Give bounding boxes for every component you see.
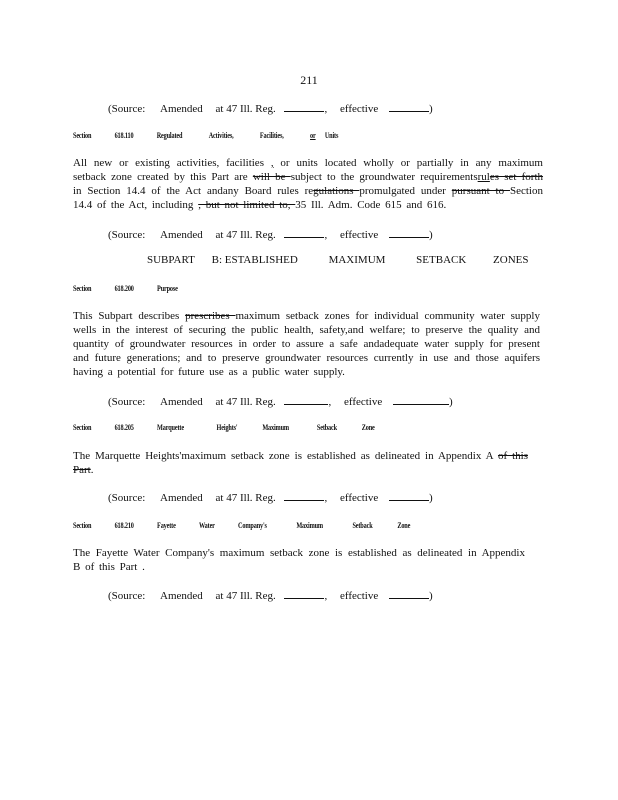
source-note: (Source: Amended at 47 Ill. Reg. , effective ) xyxy=(108,492,433,504)
subpart-heading: SUBPART B: ESTABLISHED MAXIMUM SETBACK ZONES xyxy=(147,254,529,266)
source-note: (Source: Amended at 47 Ill. Reg. , effective ) xyxy=(108,229,433,241)
body-paragraph: All new or existing activities, facilities , or units located wholly or partially in any maximum setback zone created by this Part are will be subject to the groundwater requirementsrules set forth in Section 14.4 of the Act andany Board rules regulations promulgated under pursuant to Section 14.4 of the Act, including , but not limited to, 35 Ill. Adm. Code 615 and 616. xyxy=(73,157,544,211)
page-number: 211 xyxy=(300,73,318,87)
blank-line xyxy=(284,394,328,405)
blank-line xyxy=(284,101,324,112)
body-paragraph: The Marquette Heights'maximum setback zone is established as delineated in Appendix A of this Part. xyxy=(73,450,528,476)
source-note: (Source: Amended at 47 Ill. Reg. , effective ) xyxy=(108,396,453,408)
blank-line xyxy=(393,394,449,405)
body-paragraph: The Fayette Water Company's maximum setback zone is established as delineated in Appendix B of this Part . xyxy=(73,547,525,573)
blank-line xyxy=(389,490,429,501)
blank-line xyxy=(284,490,324,501)
blank-line xyxy=(284,227,324,238)
source-note: (Source: Amended at 47 Ill. Reg. , effective ) xyxy=(108,590,433,602)
section-heading: Section 618.205 Marquette Heights' Maximum Setback Zone xyxy=(73,423,375,432)
section-heading: Section 618.110 Regulated Activities, Facilities, or Units xyxy=(73,131,339,140)
section-heading: Section 618.200 Purpose xyxy=(73,284,178,293)
blank-line xyxy=(389,588,429,599)
blank-line xyxy=(389,101,429,112)
body-paragraph: This Subpart describes prescribes maximum setback zones for individual community water supply wells in the interest of securing the public health, safety,and welfare; to preserve the quality and quantity of groundwater resources in order to assure a safe andadequate water supply for present and future generations; and to preserve groundwater resources currently in use and those aquifers having a potential for future use as a public water supply. xyxy=(73,310,540,378)
section-heading: Section 618.210 Fayette Water Company's Maximum Setback Zone xyxy=(73,521,411,530)
blank-line xyxy=(284,588,324,599)
source-note: (Source: Amended at 47 Ill. Reg. , effective ) xyxy=(108,103,433,115)
blank-line xyxy=(389,227,429,238)
